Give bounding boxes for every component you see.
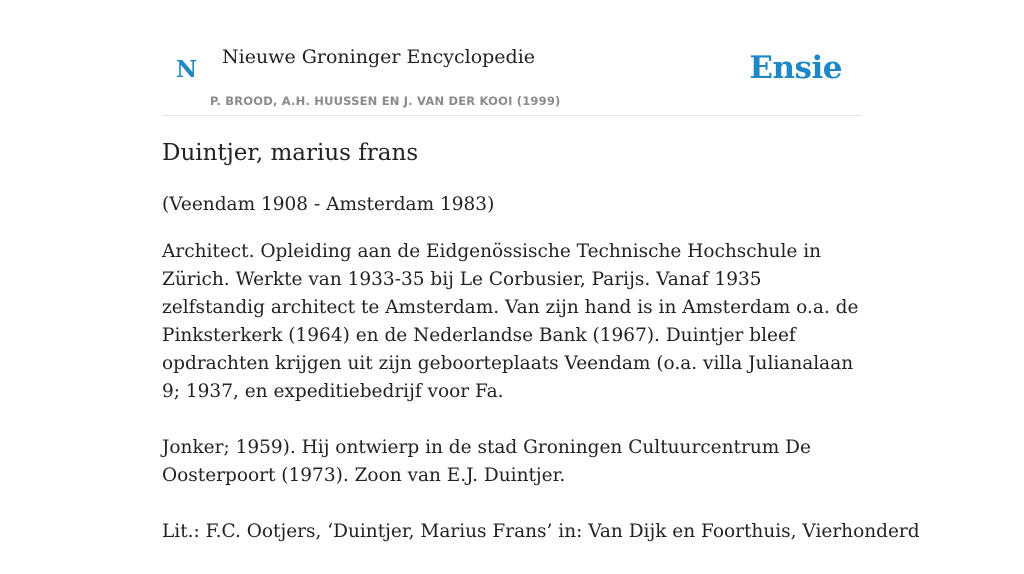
entry-body <box>162 238 920 574</box>
encyclopedia-logo-icon[interactable]: N <box>176 56 198 83</box>
ensie-logo-link[interactable]: Ensie <box>749 50 842 86</box>
entry-paragraph: Jonker; 1959). Hij ontwierp in de stad Groningen Cultuurcentrum De Oosterpoort (1973). Zoon van E.J. Duintjer. <box>162 437 811 486</box>
page <box>162 0 920 542</box>
entry-literature: Lit.: F.C. Ootjers, ‘Duintjer, Marius Frans’ in: Van Dijk en Foorthuis, Vierhonderd <box>162 521 920 542</box>
site-header <box>162 0 862 116</box>
entry-paragraph: Architect. Opleiding aan de Eidgenössische Technische Hochschule in Zürich. Werkte van 1933-35 bij Le Corbusier, Parijs. Vanaf 1935 zelfstandig architect te Amsterdam. Van zijn hand is in Amsterdam o.a. de Pinksterkerk (1964) en de Nederlandse Bank (1967). Duintjer bleef opdrachten krijgen uit zijn geboorteplaats Veendam (o.a. villa Julianalaan 9; 1937, en expeditiebedrijf voor Fa. <box>162 241 859 402</box>
encyclopedia-title-link[interactable]: Nieuwe Groninger Encyclopedie <box>222 46 536 68</box>
entry-title: Duintjer, marius frans <box>162 140 419 166</box>
encyclopedia-authors: P. BROOD, A.H. HUUSSEN EN J. VAN DER KOOI (1999) <box>210 94 561 108</box>
entry-subtitle: (Veendam 1908 - Amsterdam 1983) <box>162 194 495 215</box>
